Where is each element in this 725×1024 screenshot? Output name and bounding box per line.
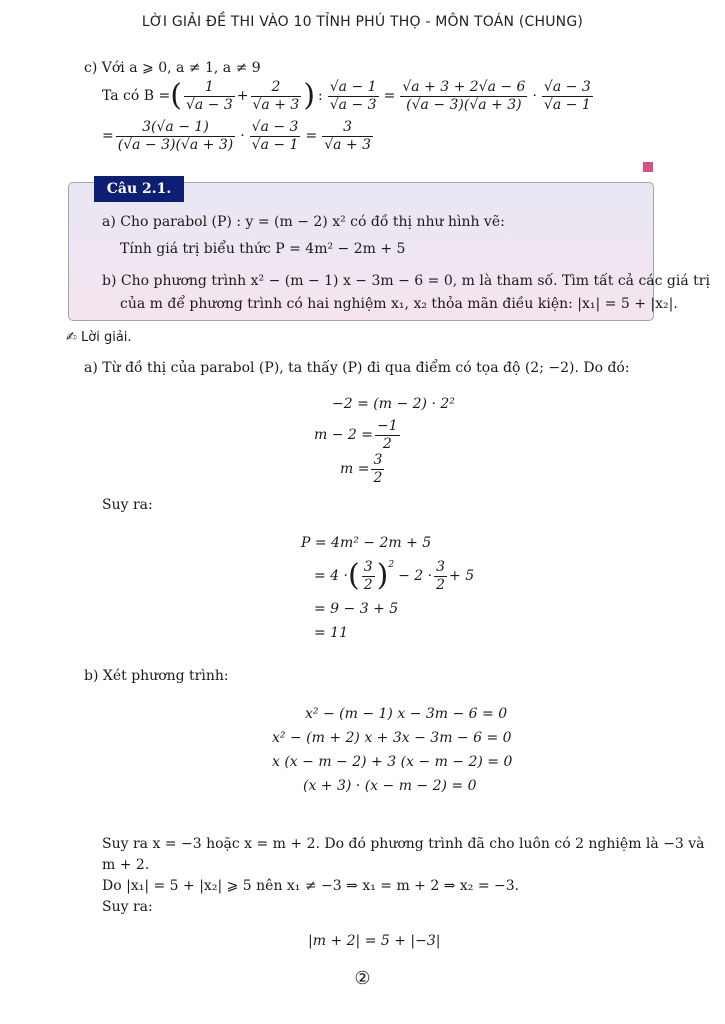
partc-row2	[102, 116, 375, 156]
frac-p1: $\frac{3}{2}$	[363, 559, 373, 593]
suyra-1: Suy ra:	[102, 497, 153, 513]
a-eq2: m − 2 = $\frac{-1}{2}$	[314, 418, 398, 452]
op-dot2: ·	[240, 128, 245, 144]
op-eq3: =	[305, 128, 318, 144]
question-a1: a) Cho parabol (P) : y = (m − 2) x² có đồ thị như hình vẽ:	[102, 214, 505, 230]
solution-a-intro: a) Từ đồ thị của parabol (P), ta thấy (P) đi qua điểm có tọa độ (2; −2). Do đó:	[84, 360, 630, 376]
paren-open: (	[170, 78, 182, 113]
partc-row1	[102, 76, 595, 116]
b-eq2: x² − (m + 2) x + 3x − 3m − 6 = 0	[272, 730, 512, 746]
a-eq3: m = $\frac{3}{2}$	[340, 452, 383, 486]
p-line4: = 11	[314, 625, 348, 641]
a-eq1: −2 = (m − 2) · 2²	[332, 396, 455, 412]
solution-b-intro: b) Xét phương trình:	[84, 668, 229, 684]
op-eq: =	[383, 88, 396, 104]
frac-6: $\frac{3(√a - 1)}{(√a - 3)(√a + 3)}$	[117, 119, 234, 153]
frac-1: $\frac{1}{√a - 3}$	[185, 79, 233, 113]
op-dot: ·	[532, 88, 537, 104]
frac-2: $\frac{2}{√a + 3}$	[252, 79, 300, 113]
b-text1: Suy ra x = −3 hoặc x = m + 2. Do đó phương trình đã cho luôn có 2 nghiệm là −3 và	[102, 836, 705, 852]
frac-p2: $\frac{3}{2}$	[436, 559, 446, 593]
tacoB: Ta có B =	[102, 88, 171, 104]
op-plus: +	[236, 88, 249, 104]
op-eq2: =	[102, 128, 114, 144]
frac-7: $\frac{√a - 3}{√a - 1}$	[251, 119, 299, 153]
paren-close: )	[303, 78, 316, 113]
p-line2: = 4 · ( $\frac{3}{2}$ ) $^2$ − 2 · $\frac{3}{2}$ + 5	[314, 558, 475, 593]
op-colon: :	[318, 88, 323, 104]
b-eq1: x² − (m − 1) x − 3m − 6 = 0	[305, 706, 508, 722]
p-line1: P = 4m² − 2m + 5	[301, 535, 432, 551]
question-tag: Câu 2.1.	[94, 176, 184, 202]
b-eq3: x (x − m − 2) + 3 (x − m − 2) = 0	[272, 754, 513, 770]
end-proof-square	[643, 162, 653, 172]
frac-4: $\frac{√a + 3 + 2√a - 6}{(√a - 3)(√a + 3)}$	[402, 79, 526, 113]
question-b1: b) Cho phương trình x² − (m − 1) x − 3m − 6 = 0, m là tham số. Tìm tất cả các giá trị	[102, 273, 710, 289]
b-last-eq: |m + 2| = 5 + |−3|	[308, 933, 441, 949]
page-number: ②	[354, 968, 371, 989]
frac-5: $\frac{√a - 3}{√a - 1}$	[543, 79, 591, 113]
p-line3: = 9 − 3 + 5	[314, 601, 399, 617]
frac-a2: $\frac{-1}{2}$	[377, 418, 398, 452]
frac-a3: $\frac{3}{2}$	[373, 452, 383, 486]
b-text2: m + 2.	[102, 857, 150, 873]
paren-open-2: (	[348, 558, 360, 593]
solution-label: ✍ Lời giải.	[66, 330, 132, 345]
b-eq4: (x + 3) · (x − m − 2) = 0	[303, 778, 477, 794]
suyra-2: Suy ra:	[102, 899, 153, 915]
partc-condition: c) Với a ⩾ 0, a ≠ 1, a ≠ 9	[84, 60, 261, 76]
question-b2: của m để phương trình có hai nghiệm x₁, x₂ thỏa mãn điều kiện: |x₁| = 5 + |x₂|.	[120, 296, 678, 312]
b-text3: Do |x₁| = 5 + |x₂| ⩾ 5 nên x₁ ≠ −3 ⇒ x₁ = m + 2 ⇒ x₂ = −3.	[102, 878, 520, 894]
frac-3: $\frac{√a - 1}{√a - 3}$	[329, 79, 377, 113]
page-header: LỜI GIẢI ĐỀ THI VÀO 10 TỈNH PHÚ THỌ - MÔN TOÁN (CHUNG)	[141, 14, 584, 30]
paren-close-2: )	[376, 558, 389, 593]
frac-8: $\frac{3}{√a + 3}$	[324, 119, 372, 153]
question-a2: Tính giá trị biểu thức P = 4m² − 2m + 5	[120, 241, 406, 257]
